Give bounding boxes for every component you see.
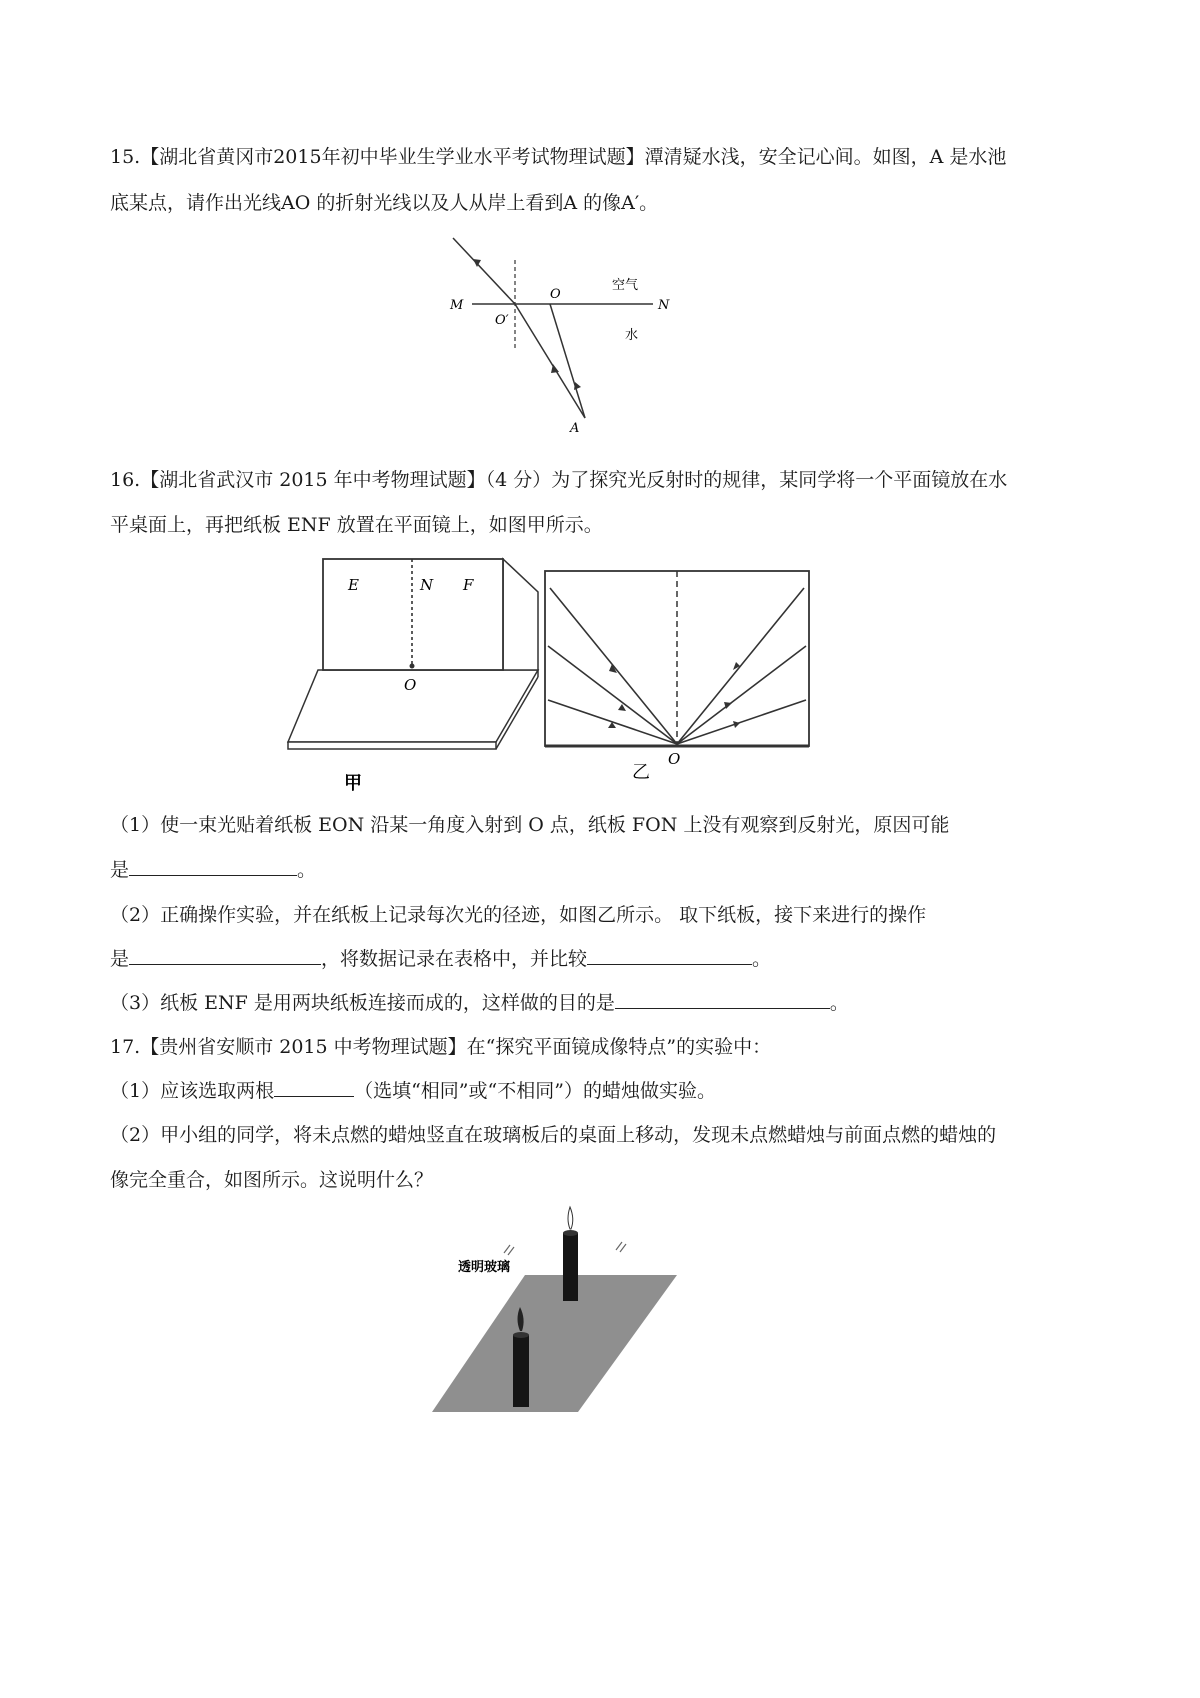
q16-s2-line1: （2）正确操作实验，并在纸板上记录每次光的径迹，如图乙所示。 取下纸板，接下来进行的操作 — [110, 904, 927, 926]
q17-s1-answer-blank[interactable] — [274, 1076, 354, 1097]
q17-s2-line1: （2）甲小组的同学，将未点燃的蜡烛竖直在玻璃板后的桌面上移动，发现未点燃蜡烛与前面点燃的蜡烛的 — [110, 1124, 997, 1146]
q16-text-line1: 16.【湖北省武汉市 2015 年中考物理试题】（4 分）为了探究光反射时的规律，某同学将一个平面镜放在水 — [110, 469, 1008, 491]
q15-refraction-figure — [440, 232, 690, 437]
q16-s2-prefix: 是 — [110, 948, 130, 970]
label-F: F — [463, 576, 474, 594]
label-O-jia: O — [404, 676, 417, 694]
caption-jia: 甲 — [344, 773, 362, 794]
q16-s1-answer-blank[interactable] — [129, 855, 297, 876]
label-E: E — [348, 576, 359, 594]
q15-text-line1: 15.【湖北省黄冈市2015年初中毕业生学业水平考试物理试题】潭清疑水浅，安全记心间。如图，A 是水池 — [110, 146, 1007, 168]
q17-s1-line — [110, 1076, 716, 1103]
label-air: 空气 — [612, 278, 639, 293]
q16-s3-line — [110, 988, 849, 1015]
q16-s3-suffix: 。 — [829, 992, 849, 1014]
label-N: N — [658, 298, 670, 313]
label-O-yi: O — [668, 750, 681, 768]
q16-s3-answer-blank[interactable] — [615, 988, 830, 1009]
label-N-jia: N — [420, 576, 434, 594]
q16-text-line2: 平桌面上，再把纸板 ENF 放置在平面镜上，如图甲所示。 — [110, 514, 603, 536]
q17-s1-suffix: （选填“相同”或“不相同”）的蜡烛做实验。 — [354, 1080, 716, 1102]
label-water: 水 — [625, 328, 639, 343]
q16-s2-mid: ，将数据记录在表格中，并比较 — [321, 948, 588, 970]
q17-s1-prefix: （1）应该选取两根 — [110, 1080, 275, 1102]
q16-figure-yi — [540, 566, 820, 786]
q16-s1-suffix: 。 — [297, 859, 317, 881]
q17-mirror-figure — [430, 1205, 700, 1420]
q16-s2-answer-blank-2[interactable] — [587, 944, 752, 965]
q16-s1-line1: （1）使一束光贴着纸板 EON 沿某一角度入射到 O 点，纸板 FON 上没有观察到反射光，原因可能 — [110, 814, 950, 836]
q16-s1-line2 — [110, 855, 316, 882]
label-A: A — [570, 421, 580, 436]
q15-text-line2: 底某点，请作出光线AO 的折射光线以及人从岸上看到A 的像A′。 — [110, 192, 659, 214]
q16-figure-jia — [280, 552, 550, 797]
q17-s2-line2: 像完全重合，如图所示。这说明什么？ — [110, 1169, 434, 1191]
q17-text-line1: 17.【贵州省安顺市 2015 中考物理试题】在“探究平面镜成像特点”的实验中： — [110, 1036, 772, 1058]
label-O: O — [550, 287, 561, 302]
q16-s2-answer-blank-1[interactable] — [129, 944, 321, 965]
q16-s3-prefix: （3）纸板 ENF 是用两块纸板连接而成的，这样做的目的是 — [110, 992, 615, 1014]
label-transparent-glass: 透明玻璃 — [458, 1260, 511, 1275]
q16-s1-prefix: 是 — [110, 859, 130, 881]
q16-s2-line2 — [110, 944, 771, 971]
q16-s2-suffix: 。 — [752, 948, 772, 970]
label-M: M — [450, 298, 464, 313]
label-O-prime: O′ — [495, 313, 509, 328]
caption-yi: 乙 — [632, 762, 650, 783]
